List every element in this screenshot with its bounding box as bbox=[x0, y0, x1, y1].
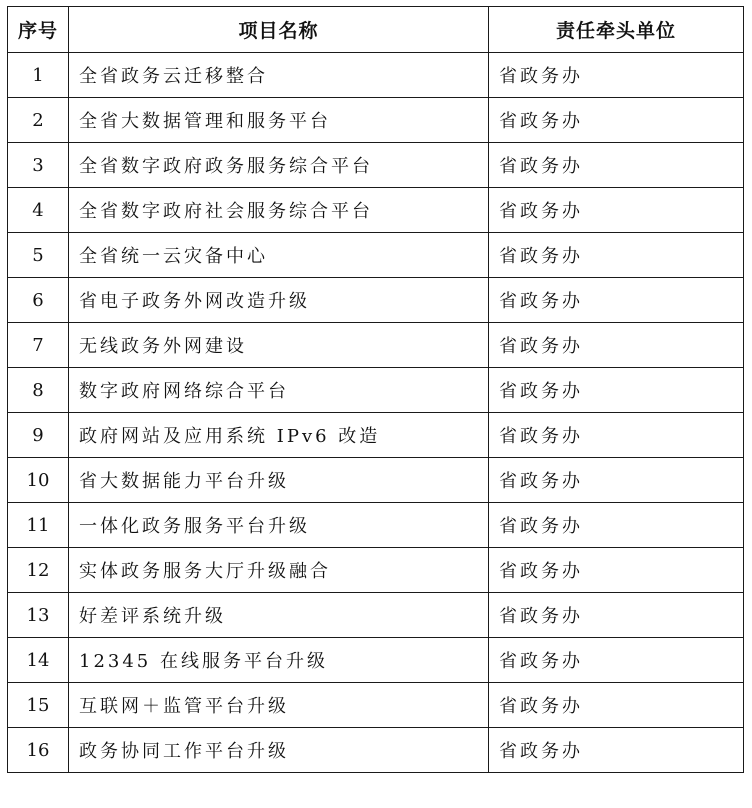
row-project-name: 省大数据能力平台升级 bbox=[69, 458, 489, 503]
row-project-name: 实体政务服务大厅升级融合 bbox=[69, 548, 489, 593]
row-responsible-unit: 省政务办 bbox=[489, 278, 744, 323]
row-index: 9 bbox=[8, 413, 69, 458]
row-index: 8 bbox=[8, 368, 69, 413]
table-row bbox=[8, 638, 744, 683]
row-project-name: 全省数字政府政务服务综合平台 bbox=[69, 143, 489, 188]
row-project-name: 全省大数据管理和服务平台 bbox=[69, 98, 489, 143]
row-responsible-unit: 省政务办 bbox=[489, 323, 744, 368]
table-row bbox=[8, 323, 744, 368]
table-row bbox=[8, 413, 744, 458]
row-responsible-unit: 省政务办 bbox=[489, 458, 744, 503]
row-index: 5 bbox=[8, 233, 69, 278]
row-index: 16 bbox=[8, 728, 69, 773]
row-project-name: 全省数字政府社会服务综合平台 bbox=[69, 188, 489, 233]
row-project-name: 好差评系统升级 bbox=[69, 593, 489, 638]
row-project-name: 互联网＋监管平台升级 bbox=[69, 683, 489, 728]
row-index: 6 bbox=[8, 278, 69, 323]
row-responsible-unit: 省政务办 bbox=[489, 728, 744, 773]
row-project-name: 一体化政务服务平台升级 bbox=[69, 503, 489, 548]
row-index: 3 bbox=[8, 143, 69, 188]
header-responsible-unit: 责任牵头单位 bbox=[489, 7, 744, 53]
project-table bbox=[7, 6, 744, 773]
table-row bbox=[8, 503, 744, 548]
table-row bbox=[8, 548, 744, 593]
table-row bbox=[8, 593, 744, 638]
row-index: 14 bbox=[8, 638, 69, 683]
row-responsible-unit: 省政务办 bbox=[489, 638, 744, 683]
table-row bbox=[8, 458, 744, 503]
row-project-name: 全省政务云迁移整合 bbox=[69, 53, 489, 98]
row-project-name: 全省统一云灾备中心 bbox=[69, 233, 489, 278]
row-index: 12 bbox=[8, 548, 69, 593]
row-project-name: 无线政务外网建设 bbox=[69, 323, 489, 368]
row-index: 4 bbox=[8, 188, 69, 233]
row-responsible-unit: 省政务办 bbox=[489, 233, 744, 278]
table-row bbox=[8, 683, 744, 728]
row-responsible-unit: 省政务办 bbox=[489, 548, 744, 593]
row-index: 13 bbox=[8, 593, 69, 638]
row-responsible-unit: 省政务办 bbox=[489, 143, 744, 188]
header-index: 序号 bbox=[8, 7, 69, 53]
row-responsible-unit: 省政务办 bbox=[489, 413, 744, 458]
table-row bbox=[8, 728, 744, 773]
table-row bbox=[8, 143, 744, 188]
row-project-name: 12345 在线服务平台升级 bbox=[69, 638, 489, 683]
header-project-name: 项目名称 bbox=[69, 7, 489, 53]
row-project-name: 政务协同工作平台升级 bbox=[69, 728, 489, 773]
table-row bbox=[8, 98, 744, 143]
row-project-name: 政府网站及应用系统 IPv6 改造 bbox=[69, 413, 489, 458]
row-index: 15 bbox=[8, 683, 69, 728]
row-project-name: 省电子政务外网改造升级 bbox=[69, 278, 489, 323]
row-responsible-unit: 省政务办 bbox=[489, 53, 744, 98]
table-row bbox=[8, 278, 744, 323]
row-responsible-unit: 省政务办 bbox=[489, 188, 744, 233]
row-index: 7 bbox=[8, 323, 69, 368]
table-row bbox=[8, 368, 744, 413]
row-index: 1 bbox=[8, 53, 69, 98]
row-project-name: 数字政府网络综合平台 bbox=[69, 368, 489, 413]
row-responsible-unit: 省政务办 bbox=[489, 503, 744, 548]
row-responsible-unit: 省政务办 bbox=[489, 98, 744, 143]
row-index: 2 bbox=[8, 98, 69, 143]
row-responsible-unit: 省政务办 bbox=[489, 368, 744, 413]
row-index: 11 bbox=[8, 503, 69, 548]
table-row bbox=[8, 188, 744, 233]
table-row bbox=[8, 53, 744, 98]
table-header-row bbox=[8, 7, 744, 53]
project-table-container bbox=[7, 6, 744, 773]
row-index: 10 bbox=[8, 458, 69, 503]
row-responsible-unit: 省政务办 bbox=[489, 593, 744, 638]
row-responsible-unit: 省政务办 bbox=[489, 683, 744, 728]
table-row bbox=[8, 233, 744, 278]
